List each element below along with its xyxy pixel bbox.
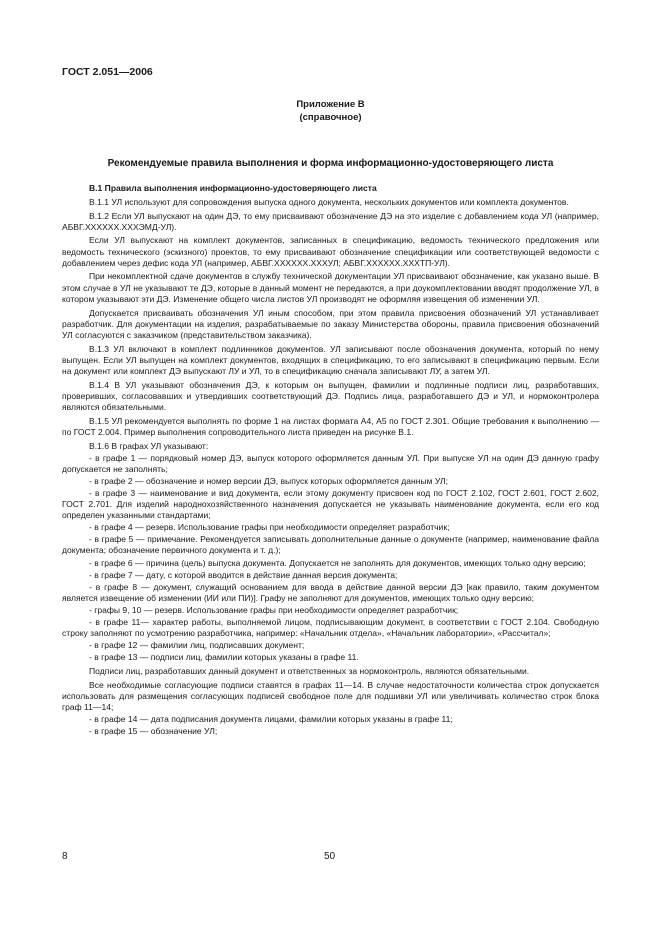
annex-subtitle: (справочное) [299,112,362,123]
list-item: - в графе 6 — причина (цель) выпуска документа. Допускается не заполнять для документов, имеющих только одну версию; [89,557,586,568]
list-item: - в графе 14 — дата подписания документа лицами, фамилии которых указаны в графе 11; [89,713,453,724]
document-code: ГОСТ 2.051—2006 [62,66,153,78]
list-item: - в графе 2 — обозначение и номер версии ДЭ, выпуск которых оформляется данным УЛ; [89,475,448,486]
list-item: - в графе 8 — документ, служащий основанием для ввода в действие данной версии ДЭ [как правило, таким документом является извещение об изменении (ИИ или ПИ)]. Графу не заполняют для документов, имеющих только одну версию; [62,581,599,603]
list-item: - в графе 7 — дату, с которой вводится в действие данная версия документа; [89,569,398,580]
paragraph: В.1.3 УЛ включают в комплект подлинников документов. УЛ записывают после обозначения документа, который по нему выпущен. Если УЛ выпущен на комплект документов, входящих в спецификацию, то его записывают в спецификацию первым. Если на документ или комплект ДЭ выпускают ЛУ и УЛ, то в спецификацию сначала записывают ЛУ, а затем УЛ. [62,343,599,376]
paragraph: Допускается присваивать обозначения УЛ иным способом, при этом правила присвоения обозначений УЛ устанавливает разработчик. Для документации на изделия, разрабатываемые по заказу Министерства обороны, правила присвоения обозначений УЛ согласуются с заказчиком (представительством заказчика). [62,307,599,340]
subsection-title: В.1 Правила выполнения информационно-удостоверяющего листа [89,183,377,193]
paragraph: Подписи лиц, разработавших данный документ и ответственных за нормоконтроль, являются обязательными. [89,665,530,676]
list-item: - в графе 1 — порядковый номер ДЭ, выпуск которого оформляется данным УЛ. При выпуске УЛ на один ДЭ данную графу допускается не заполнять; [62,452,599,474]
list-item: - в графе 4 — резерв. Использование графы при необходимости определяет разработчик; [89,522,450,533]
paragraph: В.1.6 В графах УЛ указывают: [89,440,209,451]
paragraph: В.1.4 В УЛ указывают обозначения ДЭ, к которым он выпущен, фамилии и подлинные подписи лиц, разработавших, проверивших, согласовавших и утвердивших соответствующий ДЭ. Подпись лица, разработавшего ДЭ и УЛ, и нормоконтролера являются обязательными. [62,379,599,412]
section-title: Рекомендуемые правила выполнения и форма информационно-удостоверяющего листа [107,158,554,169]
list-item: - в графе 15 — обозначение УЛ; [89,726,218,737]
paragraph: Если УЛ выпускают на комплект документов, записанных в спецификацию, ведомость технического предложения или ведомость технического (эскизного) проектов, то ему присваивают обозначение спецификации или соответствующей ведомости с добавлением через дефис кода УЛ (например, АБВГ.XXXXXX.XXXУЛ; АБВГ.XXXXXX.XXXТП-УЛ). [62,235,599,268]
paragraph: В.1.1 УЛ используют для сопровождения выпуска одного документа, нескольких документов или комплекта документов. [89,196,569,207]
list-item: - в графе 3 — наименование и вид документа, если этому документу присвоен код по ГОСТ 2.102, ГОСТ 2.601, ГОСТ 2.602, ГОСТ 2.701. Для изделий народнохозяйственного назначения допускается не указывать наименование документа, если его код определен указанными стандартами; [62,487,599,521]
list-item: - в графе 11— характер работы, выполняемой лицом, подписывающим документ, в соответствии с ГОСТ 2.104. Свободную строку заполняют по усмотрению разработчика, например: «Начальник отдела», «Начальник лаборатории», «Рассчитал»; [62,616,599,639]
list-item: - графы 9, 10 — резерв. Использование графы при необходимости определяет разработчик; [89,604,459,615]
document-body [62,183,599,737]
list-item: - в графе 12 — фамилии лиц, подписавших документ; [89,640,305,651]
paragraph: В.1.5 УЛ рекомендуется выполнять по форме 1 на листах формата А4, А5 по ГОСТ 2.301. Общие требования к выполнению — по ГОСТ 2.004. Пример выполнения сопроводительного листа приведен на рисунке В.1. [62,415,599,437]
paragraph: Все необходимые согласующие подписи ставятся в графах 11—14. В случае недостаточности количества строк допускается использовать для размещения согласующих подписей свободное поле для подшивки УЛ или увеличивать количество строк блока граф 11—14; [62,679,599,712]
list-item: - в графе 5 — примечание. Рекомендуется записывать дополнительные данные о документе (например, наименование файла документа; обозначение первичного документа и т. д.); [62,534,599,556]
paragraph: В.1.2 Если УЛ выпускают на один ДЭ, то ему присваивают обозначение ДЭ на это изделие с добавлением кода УЛ (например, АБВГ.XXXXXX.XXXЭМД-УЛ). [62,210,599,232]
page-number-center: 50 [324,851,336,862]
page-number-left: 8 [62,851,68,862]
annex-heading [0,98,661,124]
paragraph: При некомплектной сдаче документов в службу технической документации УЛ присваивают обозначение, как указано выше. В этом случае в УЛ не указывают те ДЭ, которые в данный момент не передаются, а при доукомплектовании вводят продолжение УЛ, в котором указывают эти ДЭ. Изменение общего числа листов УЛ производят не оформляя извещения об изменении УЛ. [62,271,599,304]
annex-title: Приложение В [296,99,365,110]
list-item: - в графе 13 — подписи лиц, фамилии которых указаны в графе 11. [89,652,359,663]
